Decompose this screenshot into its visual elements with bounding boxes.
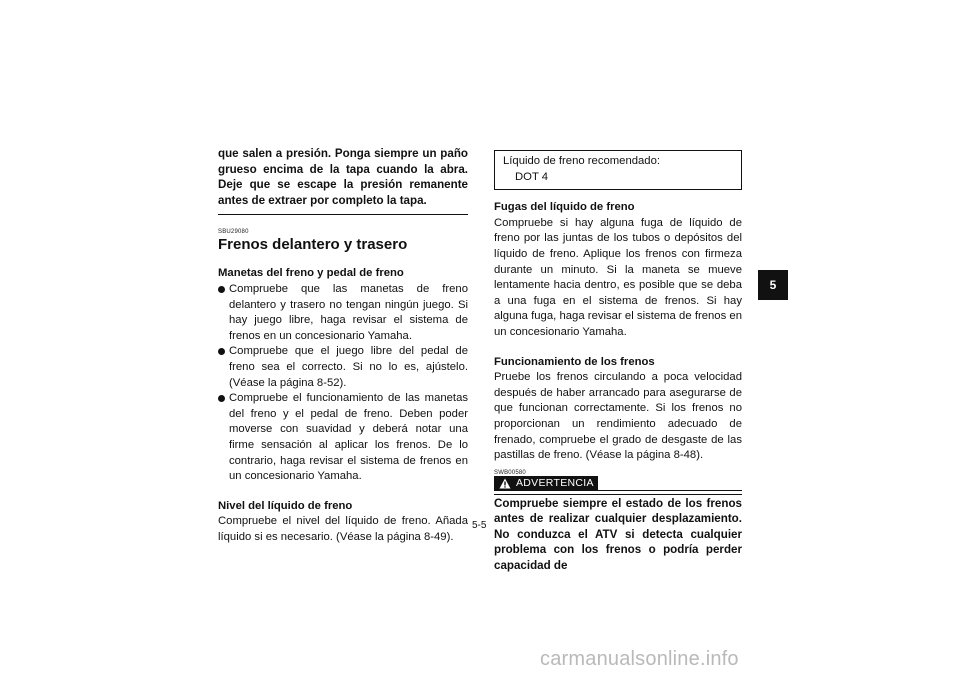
subheading-brake-levers: Manetas del freno y pedal de freno [218,267,404,280]
bullet-dot-icon [218,348,225,355]
box-line-value: DOT 4 [515,170,549,183]
warning-text: Compruebe siempre el estado de los frenos antes de realizar cualquier desplazamiento. No conduzca el ATV si detecta cualquier problema con los frenos o podría perder capacidad de [494,496,742,573]
subheading-fluid-level: Nivel del líquido de freno [218,499,353,512]
warning-badge [494,476,598,491]
bullet-list [218,282,468,485]
list-item [218,282,468,344]
list-item [218,344,468,391]
list-item-text: Compruebe el funcionamiento de las manetas del freno y el pedal de freno. Deben poder moverse con suavidad y deberá notar una firme sensación al aplicar los frenos. De lo contrario, haga revisar el sistema de frenos en un concesionario Yamaha. [229,392,468,483]
warning-label: ADVERTENCIA [516,477,594,490]
left-column [218,146,468,545]
subheading-fluid-leaks: Fugas del líquido de freno [494,201,635,214]
warning-header [494,476,742,491]
bullet-dot-icon [218,286,225,293]
recommended-fluid-box [494,150,742,190]
warning-code: SWB00580 [494,469,526,476]
warning-triangle-icon [499,478,511,489]
section-title: Frenos delantero y trasero [218,236,408,254]
bullet-dot-icon [218,395,225,402]
paragraph-fluid-leaks: Compruebe si hay alguna fuga de líquido de freno por las juntas de los tubos o depósitos del líquido de freno. Aplique los frenos con firmeza durante un minuto. Si la maneta se mueve lentamente hacia dentro, es posible que se deba a una fuga en el sistema de frenos. Si hay alguna fuga, haga revisar el sistema de frenos en un concesionario Yamaha. [494,216,742,338]
list-item-text: Compruebe que las manetas de freno delantero y trasero no tengan ningún juego. Si hay juego libre, haga revisar el sistema de frenos en un concesionario Yamaha. [229,282,468,342]
list-item [218,391,468,485]
section-code: SBU29080 [218,229,249,236]
watermark: carmanualsonline.info [540,648,739,670]
warning-line [598,490,742,491]
divider-rule [218,214,468,215]
paragraph-fluid-level: Compruebe el nivel del líquido de freno. Añada líquido si es necesario. (Véase la página 8-49). [218,515,468,543]
box-line-label: Líquido de freno recomendado: [503,155,661,167]
paragraph-brake-operation: Pruebe los frenos circulando a poca velocidad después de haber arrancado para asegurarse de que funcionan correctamente. Si los frenos no proporcionan un rendimiento adecuado de frenado, compruebe el grado de desgaste de las pastillas de freno. (Véase la página 8-48). [494,371,742,462]
warning-rule [494,494,742,495]
list-item-text: Compruebe que el juego libre del pedal de freno sea el correcto. Si no lo es, ajústelo. (Véase la página 8-52). [229,345,468,389]
subheading-brake-operation: Funcionamiento de los frenos [494,355,655,368]
continuation-warning-text: que salen a presión. Ponga siempre un paño grueso encima de la tapa cuando la abra. Deje que se escape la presión remanente antes de extraer por completo la tapa. [218,147,468,207]
chapter-tab: 5 [758,270,788,300]
right-column [494,150,742,574]
page-number: 5-5 [472,520,487,531]
